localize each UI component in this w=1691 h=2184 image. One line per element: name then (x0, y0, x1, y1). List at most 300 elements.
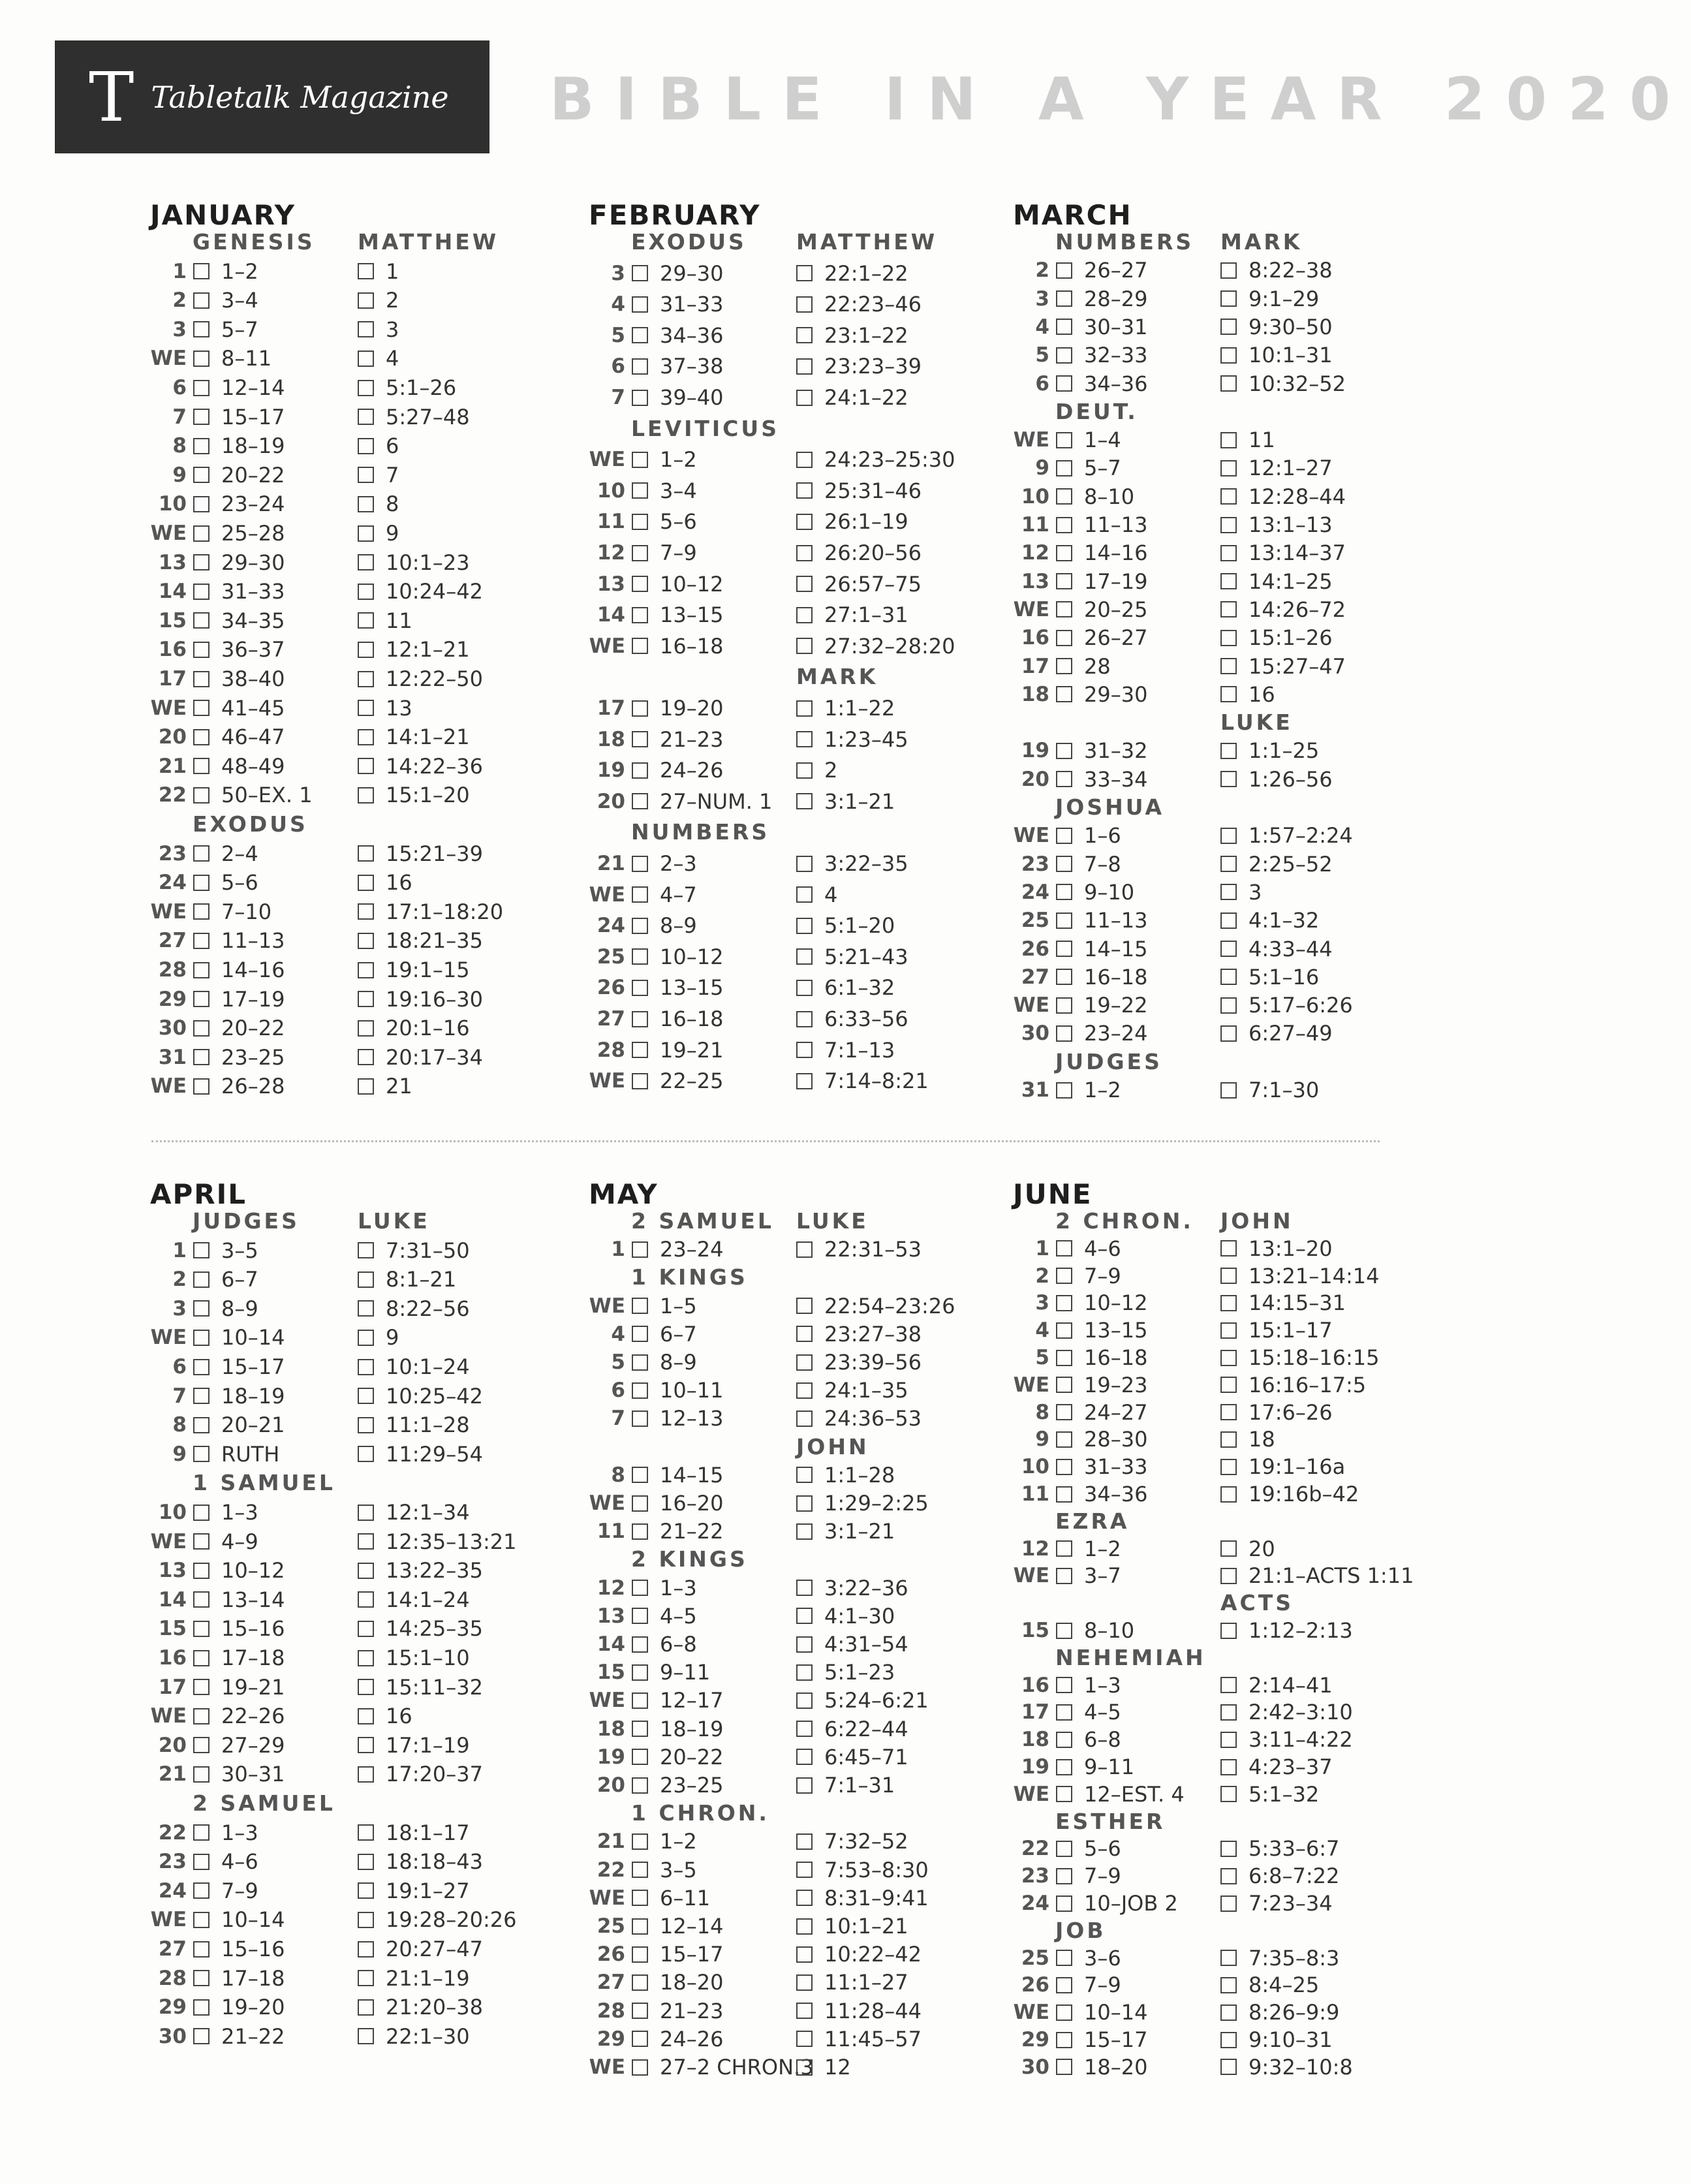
reading-checkbox[interactable] (1220, 771, 1237, 787)
reading-checkbox[interactable] (632, 1890, 648, 1906)
reading-checkbox[interactable] (796, 731, 813, 747)
reading-checkbox[interactable] (632, 1495, 648, 1512)
reading-checkbox[interactable] (632, 2059, 648, 2076)
reading-checkbox[interactable] (1056, 771, 1072, 787)
reading-checkbox[interactable] (632, 1833, 648, 1850)
reading-checkbox[interactable] (1220, 1431, 1237, 1448)
reading-checkbox[interactable] (358, 409, 374, 425)
reading-checkbox[interactable] (1220, 545, 1237, 561)
reading-checkbox[interactable] (358, 1679, 374, 1695)
reading-checkbox[interactable] (358, 845, 374, 862)
reading-checkbox[interactable] (1056, 1025, 1072, 1042)
reading-checkbox[interactable] (796, 886, 813, 903)
reading-checkbox[interactable] (632, 327, 648, 343)
reading-checkbox[interactable] (1220, 432, 1237, 448)
reading-checkbox[interactable] (358, 962, 374, 978)
reading-checkbox[interactable] (632, 482, 648, 499)
reading-checkbox[interactable] (358, 1049, 374, 1065)
reading-checkbox[interactable] (1056, 2005, 1072, 2021)
reading-checkbox[interactable] (632, 1608, 648, 1624)
reading-checkbox[interactable] (193, 1078, 209, 1095)
reading-checkbox[interactable] (193, 1049, 209, 1065)
reading-checkbox[interactable] (796, 1664, 813, 1681)
reading-checkbox[interactable] (358, 292, 374, 309)
reading-checkbox[interactable] (193, 642, 209, 658)
reading-checkbox[interactable] (1056, 1895, 1072, 1912)
reading-checkbox[interactable] (1220, 2059, 1237, 2075)
reading-checkbox[interactable] (358, 496, 374, 512)
reading-checkbox[interactable] (1056, 573, 1072, 589)
reading-checkbox[interactable] (1220, 1895, 1237, 1912)
reading-checkbox[interactable] (193, 1242, 209, 1258)
reading-checkbox[interactable] (632, 762, 648, 779)
reading-checkbox[interactable] (193, 263, 209, 279)
reading-checkbox[interactable] (193, 1882, 209, 1899)
reading-checkbox[interactable] (358, 1020, 374, 1037)
reading-checkbox[interactable] (1220, 1704, 1237, 1721)
reading-checkbox[interactable] (796, 1495, 813, 1512)
reading-checkbox[interactable] (193, 700, 209, 716)
reading-checkbox[interactable] (193, 903, 209, 920)
reading-checkbox[interactable] (796, 482, 813, 499)
reading-checkbox[interactable] (193, 1970, 209, 1986)
reading-checkbox[interactable] (358, 1708, 374, 1724)
reading-checkbox[interactable] (1056, 545, 1072, 561)
reading-checkbox[interactable] (193, 467, 209, 483)
reading-checkbox[interactable] (796, 980, 813, 996)
reading-checkbox[interactable] (1220, 1082, 1237, 1099)
reading-checkbox[interactable] (796, 2003, 813, 2019)
reading-checkbox[interactable] (1220, 686, 1237, 702)
reading-checkbox[interactable] (632, 1326, 648, 1342)
reading-checkbox[interactable] (1220, 573, 1237, 589)
reading-checkbox[interactable] (1056, 601, 1072, 617)
reading-checkbox[interactable] (193, 991, 209, 1007)
reading-checkbox[interactable] (1220, 1377, 1237, 1393)
reading-checkbox[interactable] (1056, 969, 1072, 985)
reading-checkbox[interactable] (796, 1241, 813, 1258)
reading-checkbox[interactable] (1220, 1404, 1237, 1420)
reading-checkbox[interactable] (1220, 262, 1237, 279)
reading-checkbox[interactable] (632, 1298, 648, 1314)
reading-checkbox[interactable] (1056, 743, 1072, 759)
reading-checkbox[interactable] (1220, 1786, 1237, 1802)
reading-checkbox[interactable] (193, 1591, 209, 1608)
reading-checkbox[interactable] (1220, 1568, 1237, 1584)
reading-checkbox[interactable] (193, 845, 209, 862)
reading-checkbox[interactable] (796, 576, 813, 592)
reading-checkbox[interactable] (358, 1650, 374, 1666)
reading-checkbox[interactable] (358, 351, 374, 367)
reading-checkbox[interactable] (1056, 1404, 1072, 1420)
reading-checkbox[interactable] (796, 1918, 813, 1935)
reading-checkbox[interactable] (796, 700, 813, 717)
reading-checkbox[interactable] (193, 1388, 209, 1404)
reading-checkbox[interactable] (193, 1854, 209, 1870)
reading-checkbox[interactable] (358, 554, 374, 570)
reading-checkbox[interactable] (1220, 856, 1237, 872)
reading-checkbox[interactable] (632, 1467, 648, 1483)
reading-checkbox[interactable] (358, 1271, 374, 1288)
reading-checkbox[interactable] (796, 1073, 813, 1089)
reading-checkbox[interactable] (796, 545, 813, 561)
reading-checkbox[interactable] (193, 671, 209, 687)
reading-checkbox[interactable] (1056, 1431, 1072, 1448)
reading-checkbox[interactable] (1220, 1350, 1237, 1366)
reading-checkbox[interactable] (358, 1854, 374, 1870)
reading-checkbox[interactable] (1220, 1677, 1237, 1693)
reading-checkbox[interactable] (796, 1890, 813, 1906)
reading-checkbox[interactable] (796, 1721, 813, 1737)
reading-checkbox[interactable] (796, 327, 813, 343)
reading-checkbox[interactable] (358, 525, 374, 542)
reading-checkbox[interactable] (358, 584, 374, 600)
reading-checkbox[interactable] (1056, 630, 1072, 646)
reading-checkbox[interactable] (1056, 997, 1072, 1014)
reading-checkbox[interactable] (1220, 1977, 1237, 1993)
reading-checkbox[interactable] (358, 1737, 374, 1753)
reading-checkbox[interactable] (193, 409, 209, 425)
reading-checkbox[interactable] (1220, 913, 1237, 929)
reading-checkbox[interactable] (193, 584, 209, 600)
reading-checkbox[interactable] (193, 1708, 209, 1724)
reading-checkbox[interactable] (796, 793, 813, 809)
reading-checkbox[interactable] (632, 2003, 648, 2019)
reading-checkbox[interactable] (796, 1042, 813, 1058)
reading-checkbox[interactable] (632, 452, 648, 468)
reading-checkbox[interactable] (193, 729, 209, 745)
reading-checkbox[interactable] (796, 607, 813, 623)
reading-checkbox[interactable] (1056, 1950, 1072, 1966)
reading-checkbox[interactable] (193, 1679, 209, 1695)
reading-checkbox[interactable] (358, 612, 374, 629)
reading-checkbox[interactable] (193, 1650, 209, 1666)
reading-checkbox[interactable] (358, 642, 374, 658)
reading-checkbox[interactable] (632, 607, 648, 623)
reading-checkbox[interactable] (632, 1693, 648, 1709)
reading-checkbox[interactable] (358, 1970, 374, 1986)
reading-checkbox[interactable] (358, 1242, 374, 1258)
reading-checkbox[interactable] (632, 1042, 648, 1058)
reading-checkbox[interactable] (632, 980, 648, 996)
reading-checkbox[interactable] (796, 1326, 813, 1342)
reading-checkbox[interactable] (632, 731, 648, 747)
reading-checkbox[interactable] (632, 886, 648, 903)
reading-checkbox[interactable] (632, 1411, 648, 1427)
reading-checkbox[interactable] (1056, 941, 1072, 957)
reading-checkbox[interactable] (193, 554, 209, 570)
reading-checkbox[interactable] (796, 1354, 813, 1371)
reading-checkbox[interactable] (796, 514, 813, 530)
reading-checkbox[interactable] (632, 2031, 648, 2047)
reading-checkbox[interactable] (358, 438, 374, 454)
reading-checkbox[interactable] (358, 787, 374, 803)
reading-checkbox[interactable] (632, 1382, 648, 1399)
reading-checkbox[interactable] (1056, 1841, 1072, 1857)
reading-checkbox[interactable] (1220, 1240, 1237, 1256)
reading-checkbox[interactable] (632, 1523, 648, 1540)
reading-checkbox[interactable] (358, 729, 374, 745)
reading-checkbox[interactable] (1056, 658, 1072, 674)
reading-checkbox[interactable] (193, 438, 209, 454)
reading-checkbox[interactable] (193, 2028, 209, 2044)
reading-checkbox[interactable] (1220, 1759, 1237, 1775)
reading-checkbox[interactable] (1056, 1322, 1072, 1339)
reading-checkbox[interactable] (1056, 262, 1072, 279)
reading-checkbox[interactable] (1220, 997, 1237, 1014)
reading-checkbox[interactable] (193, 1330, 209, 1346)
reading-checkbox[interactable] (632, 700, 648, 717)
reading-checkbox[interactable] (796, 390, 813, 406)
reading-checkbox[interactable] (1056, 488, 1072, 505)
reading-checkbox[interactable] (1056, 2059, 1072, 2075)
reading-checkbox[interactable] (358, 1533, 374, 1550)
reading-checkbox[interactable] (632, 948, 648, 965)
reading-checkbox[interactable] (1220, 743, 1237, 759)
reading-checkbox[interactable] (796, 856, 813, 872)
reading-checkbox[interactable] (358, 380, 374, 396)
reading-checkbox[interactable] (358, 467, 374, 483)
reading-checkbox[interactable] (358, 1505, 374, 1521)
reading-checkbox[interactable] (796, 2059, 813, 2076)
reading-checkbox[interactable] (1220, 1950, 1237, 1966)
reading-checkbox[interactable] (632, 1946, 648, 1963)
reading-checkbox[interactable] (358, 1882, 374, 1899)
reading-checkbox[interactable] (358, 1591, 374, 1608)
reading-checkbox[interactable] (1056, 686, 1072, 702)
reading-checkbox[interactable] (796, 1974, 813, 1991)
reading-checkbox[interactable] (358, 1300, 374, 1317)
reading-checkbox[interactable] (1220, 1868, 1237, 1884)
reading-checkbox[interactable] (632, 1664, 648, 1681)
reading-checkbox[interactable] (193, 1359, 209, 1375)
reading-checkbox[interactable] (193, 1999, 209, 2016)
reading-checkbox[interactable] (1220, 1732, 1237, 1748)
reading-checkbox[interactable] (796, 2031, 813, 2047)
reading-checkbox[interactable] (632, 1580, 648, 1596)
reading-checkbox[interactable] (632, 1073, 648, 1089)
reading-checkbox[interactable] (193, 1563, 209, 1579)
reading-checkbox[interactable] (1056, 1868, 1072, 1884)
reading-checkbox[interactable] (1220, 375, 1237, 392)
reading-checkbox[interactable] (193, 1505, 209, 1521)
reading-checkbox[interactable] (358, 321, 374, 337)
reading-checkbox[interactable] (796, 1946, 813, 1963)
reading-checkbox[interactable] (796, 1608, 813, 1624)
reading-checkbox[interactable] (193, 525, 209, 542)
reading-checkbox[interactable] (1220, 1025, 1237, 1042)
reading-checkbox[interactable] (1056, 856, 1072, 872)
reading-checkbox[interactable] (358, 991, 374, 1007)
reading-checkbox[interactable] (796, 1636, 813, 1653)
reading-checkbox[interactable] (193, 321, 209, 337)
reading-checkbox[interactable] (193, 1300, 209, 1317)
reading-checkbox[interactable] (632, 638, 648, 654)
reading-checkbox[interactable] (1220, 290, 1237, 307)
reading-checkbox[interactable] (632, 1749, 648, 1765)
reading-checkbox[interactable] (1220, 488, 1237, 505)
reading-checkbox[interactable] (796, 1298, 813, 1314)
reading-checkbox[interactable] (796, 1693, 813, 1709)
reading-checkbox[interactable] (1056, 517, 1072, 533)
reading-checkbox[interactable] (632, 793, 648, 809)
reading-checkbox[interactable] (358, 903, 374, 920)
reading-checkbox[interactable] (1220, 1540, 1237, 1557)
reading-checkbox[interactable] (358, 1330, 374, 1346)
reading-checkbox[interactable] (193, 380, 209, 396)
reading-checkbox[interactable] (358, 671, 374, 687)
reading-checkbox[interactable] (796, 1382, 813, 1399)
reading-checkbox[interactable] (796, 762, 813, 779)
reading-checkbox[interactable] (193, 1941, 209, 1958)
reading-checkbox[interactable] (796, 1523, 813, 1540)
reading-checkbox[interactable] (632, 1636, 648, 1653)
reading-checkbox[interactable] (1220, 319, 1237, 335)
reading-checkbox[interactable] (1220, 460, 1237, 476)
reading-checkbox[interactable] (193, 292, 209, 309)
reading-checkbox[interactable] (796, 1862, 813, 1878)
reading-checkbox[interactable] (1056, 1568, 1072, 1584)
reading-checkbox[interactable] (358, 700, 374, 716)
reading-checkbox[interactable] (1220, 1623, 1237, 1639)
reading-checkbox[interactable] (796, 452, 813, 468)
reading-checkbox[interactable] (1220, 1841, 1237, 1857)
reading-checkbox[interactable] (1220, 601, 1237, 617)
reading-checkbox[interactable] (632, 1777, 648, 1794)
reading-checkbox[interactable] (1056, 1082, 1072, 1099)
reading-checkbox[interactable] (796, 1749, 813, 1765)
reading-checkbox[interactable] (796, 265, 813, 281)
reading-checkbox[interactable] (1056, 1786, 1072, 1802)
reading-checkbox[interactable] (193, 875, 209, 891)
reading-checkbox[interactable] (193, 1621, 209, 1637)
reading-checkbox[interactable] (358, 1999, 374, 2016)
reading-checkbox[interactable] (358, 263, 374, 279)
reading-checkbox[interactable] (193, 787, 209, 803)
reading-checkbox[interactable] (1056, 1677, 1072, 1693)
reading-checkbox[interactable] (193, 351, 209, 367)
reading-checkbox[interactable] (193, 612, 209, 629)
reading-checkbox[interactable] (1056, 1704, 1072, 1721)
reading-checkbox[interactable] (632, 265, 648, 281)
reading-checkbox[interactable] (632, 918, 648, 934)
reading-checkbox[interactable] (193, 758, 209, 774)
reading-checkbox[interactable] (632, 1918, 648, 1935)
reading-checkbox[interactable] (358, 1446, 374, 1462)
reading-checkbox[interactable] (1056, 1240, 1072, 1256)
reading-checkbox[interactable] (1220, 1322, 1237, 1339)
reading-checkbox[interactable] (796, 948, 813, 965)
reading-checkbox[interactable] (358, 1621, 374, 1637)
reading-checkbox[interactable] (796, 1411, 813, 1427)
reading-checkbox[interactable] (1056, 2032, 1072, 2048)
reading-checkbox[interactable] (193, 1271, 209, 1288)
reading-checkbox[interactable] (632, 358, 648, 375)
reading-checkbox[interactable] (1056, 1977, 1072, 1993)
reading-checkbox[interactable] (358, 933, 374, 949)
reading-checkbox[interactable] (632, 545, 648, 561)
reading-checkbox[interactable] (193, 1912, 209, 1928)
reading-checkbox[interactable] (632, 1354, 648, 1371)
reading-checkbox[interactable] (632, 1974, 648, 1991)
reading-checkbox[interactable] (1056, 884, 1072, 900)
reading-checkbox[interactable] (632, 296, 648, 313)
reading-checkbox[interactable] (1056, 1268, 1072, 1284)
reading-checkbox[interactable] (358, 1824, 374, 1841)
reading-checkbox[interactable] (358, 1941, 374, 1958)
reading-checkbox[interactable] (796, 1833, 813, 1850)
reading-checkbox[interactable] (796, 296, 813, 313)
reading-checkbox[interactable] (1220, 1486, 1237, 1503)
reading-checkbox[interactable] (632, 1241, 648, 1258)
reading-checkbox[interactable] (1056, 1350, 1072, 1366)
reading-checkbox[interactable] (796, 1580, 813, 1596)
reading-checkbox[interactable] (193, 1446, 209, 1462)
reading-checkbox[interactable] (1056, 290, 1072, 307)
reading-checkbox[interactable] (358, 1563, 374, 1579)
reading-checkbox[interactable] (1056, 347, 1072, 364)
reading-checkbox[interactable] (796, 1777, 813, 1794)
reading-checkbox[interactable] (358, 1766, 374, 1783)
reading-checkbox[interactable] (632, 576, 648, 592)
reading-checkbox[interactable] (358, 758, 374, 774)
reading-checkbox[interactable] (796, 918, 813, 934)
reading-checkbox[interactable] (1220, 347, 1237, 364)
reading-checkbox[interactable] (1220, 1295, 1237, 1311)
reading-checkbox[interactable] (1220, 884, 1237, 900)
reading-checkbox[interactable] (1220, 969, 1237, 985)
reading-checkbox[interactable] (1056, 1459, 1072, 1475)
reading-checkbox[interactable] (1220, 630, 1237, 646)
reading-checkbox[interactable] (193, 1533, 209, 1550)
reading-checkbox[interactable] (1220, 1459, 1237, 1475)
reading-checkbox[interactable] (193, 1417, 209, 1433)
reading-checkbox[interactable] (1056, 828, 1072, 844)
reading-checkbox[interactable] (1056, 1732, 1072, 1748)
reading-checkbox[interactable] (632, 1011, 648, 1027)
reading-checkbox[interactable] (1220, 1268, 1237, 1284)
reading-checkbox[interactable] (193, 933, 209, 949)
reading-checkbox[interactable] (358, 1388, 374, 1404)
reading-checkbox[interactable] (796, 1467, 813, 1483)
reading-checkbox[interactable] (1056, 1377, 1072, 1393)
reading-checkbox[interactable] (358, 1078, 374, 1095)
reading-checkbox[interactable] (193, 1020, 209, 1037)
reading-checkbox[interactable] (1056, 460, 1072, 476)
reading-checkbox[interactable] (1220, 941, 1237, 957)
reading-checkbox[interactable] (358, 1912, 374, 1928)
reading-checkbox[interactable] (358, 2028, 374, 2044)
reading-checkbox[interactable] (1056, 1623, 1072, 1639)
reading-checkbox[interactable] (1056, 1759, 1072, 1775)
reading-checkbox[interactable] (193, 1737, 209, 1753)
reading-checkbox[interactable] (1056, 432, 1072, 448)
reading-checkbox[interactable] (193, 496, 209, 512)
reading-checkbox[interactable] (632, 856, 648, 872)
reading-checkbox[interactable] (1056, 1540, 1072, 1557)
reading-checkbox[interactable] (1220, 658, 1237, 674)
reading-checkbox[interactable] (796, 638, 813, 654)
reading-checkbox[interactable] (1056, 375, 1072, 392)
reading-checkbox[interactable] (796, 358, 813, 375)
reading-checkbox[interactable] (632, 514, 648, 530)
reading-checkbox[interactable] (1056, 1486, 1072, 1503)
reading-checkbox[interactable] (193, 1766, 209, 1783)
reading-checkbox[interactable] (193, 1824, 209, 1841)
reading-checkbox[interactable] (796, 1011, 813, 1027)
reading-checkbox[interactable] (358, 1417, 374, 1433)
reading-checkbox[interactable] (632, 1862, 648, 1878)
